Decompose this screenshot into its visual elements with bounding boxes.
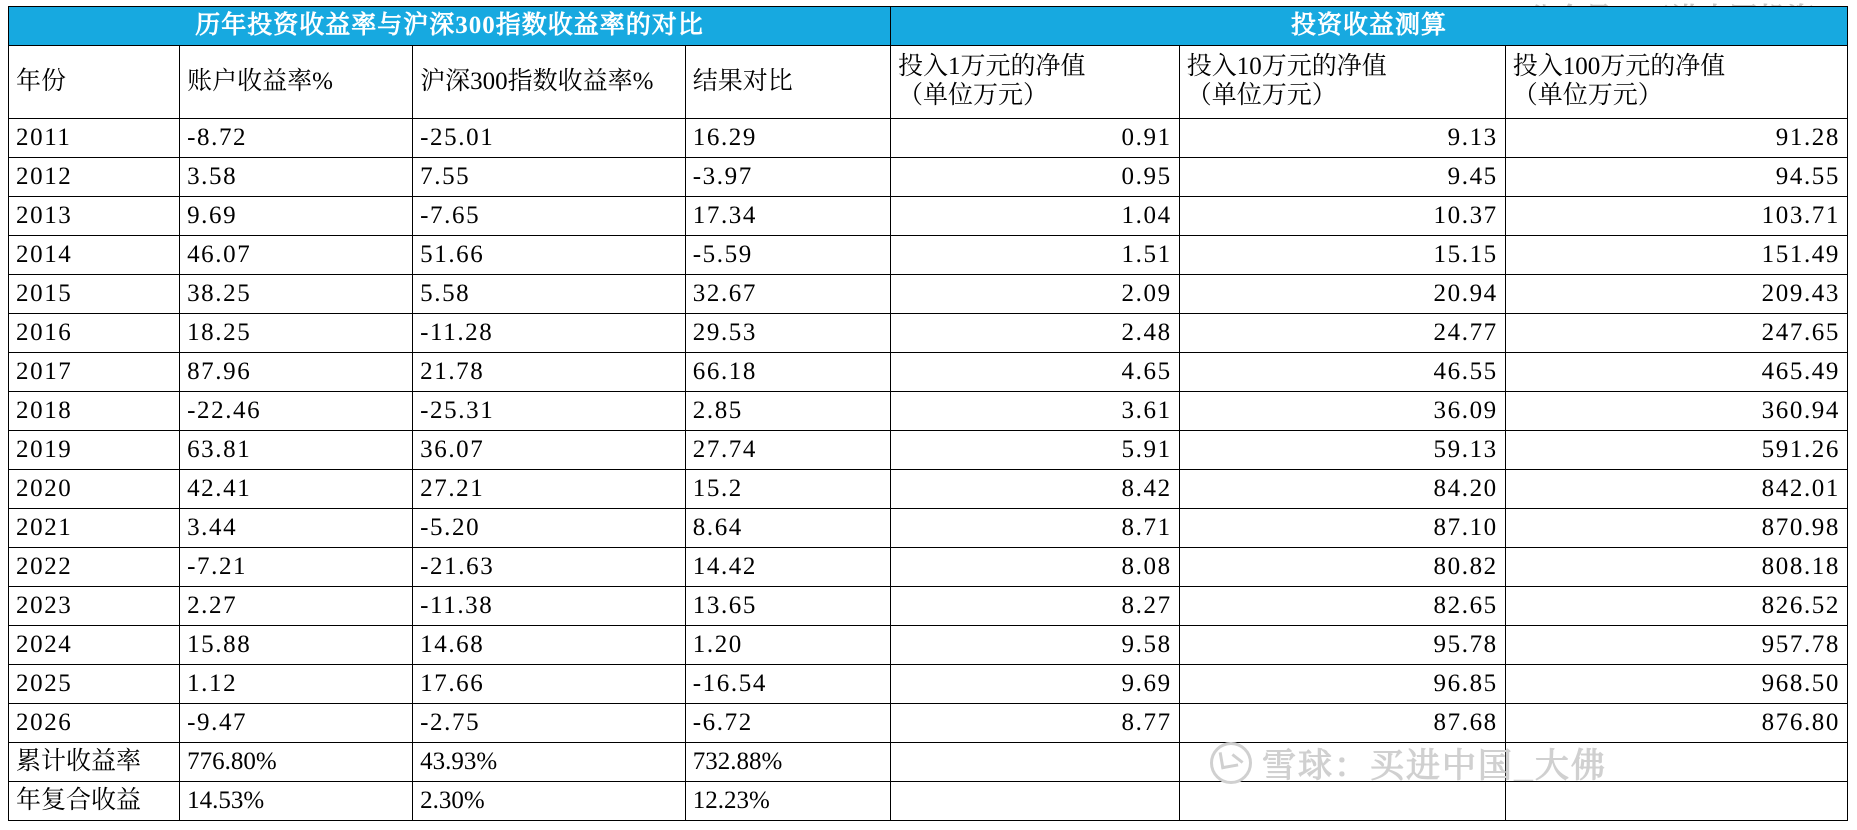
banner-row bbox=[9, 7, 1848, 46]
summary-diff: 732.88% bbox=[685, 743, 890, 782]
cell-year: 2021 bbox=[9, 509, 180, 548]
cell-year: 2017 bbox=[9, 353, 180, 392]
cell-net-1w: 2.48 bbox=[891, 314, 1180, 353]
cell-net-1w: 4.65 bbox=[891, 353, 1180, 392]
cell-hs300: -7.65 bbox=[413, 197, 686, 236]
cell-account: 18.25 bbox=[180, 314, 413, 353]
cell-hs300: 14.68 bbox=[413, 626, 686, 665]
header-account-return: 账户收益率% bbox=[180, 46, 413, 119]
empty-cell bbox=[1179, 782, 1505, 821]
header-net-1w-line2: （单位万元） bbox=[898, 82, 1049, 109]
cell-net-100w: 209.43 bbox=[1505, 275, 1847, 314]
summary-hs300: 43.93% bbox=[413, 743, 686, 782]
cell-hs300: 36.07 bbox=[413, 431, 686, 470]
summary-label: 年复合收益 bbox=[9, 782, 180, 821]
cell-net-10w: 96.85 bbox=[1179, 665, 1505, 704]
cell-net-100w: 842.01 bbox=[1505, 470, 1847, 509]
cell-account: 2.27 bbox=[180, 587, 413, 626]
cell-account: 15.88 bbox=[180, 626, 413, 665]
summary-row-annualized bbox=[9, 782, 1848, 821]
summary-account: 14.53% bbox=[180, 782, 413, 821]
cell-hs300: -11.28 bbox=[413, 314, 686, 353]
cell-net-10w: 87.68 bbox=[1179, 704, 1505, 743]
cell-hs300: 27.21 bbox=[413, 470, 686, 509]
cell-net-1w: 3.61 bbox=[891, 392, 1180, 431]
watermark-center bbox=[1210, 738, 1607, 787]
cell-net-10w: 15.15 bbox=[1179, 236, 1505, 275]
cell-account: 46.07 bbox=[180, 236, 413, 275]
banner-left: 历年投资收益率与沪深300指数收益率的对比 bbox=[9, 7, 891, 46]
cell-diff: 27.74 bbox=[685, 431, 890, 470]
table-row bbox=[9, 509, 1848, 548]
cell-hs300: 21.78 bbox=[413, 353, 686, 392]
cell-net-1w: 1.51 bbox=[891, 236, 1180, 275]
cell-hs300: -2.75 bbox=[413, 704, 686, 743]
cell-net-10w: 9.13 bbox=[1179, 119, 1505, 158]
cell-hs300: -5.20 bbox=[413, 509, 686, 548]
header-comparison: 结果对比 bbox=[685, 46, 890, 119]
cell-year: 2015 bbox=[9, 275, 180, 314]
header-net-10w-line1: 投入10万元的净值 bbox=[1186, 53, 1387, 81]
cell-diff: 14.42 bbox=[685, 548, 890, 587]
header-year: 年份 bbox=[9, 46, 180, 119]
cell-net-10w: 87.10 bbox=[1179, 509, 1505, 548]
cell-account: 63.81 bbox=[180, 431, 413, 470]
watermark-center-text: 雪球：买进中国_大佛 bbox=[1262, 747, 1607, 785]
cell-account: 42.41 bbox=[180, 470, 413, 509]
cell-diff: 8.64 bbox=[685, 509, 890, 548]
cell-net-1w: 9.69 bbox=[891, 665, 1180, 704]
summary-account: 776.80% bbox=[180, 743, 413, 782]
cell-net-10w: 9.45 bbox=[1179, 158, 1505, 197]
cell-account: 9.69 bbox=[180, 197, 413, 236]
cell-hs300: 51.66 bbox=[413, 236, 686, 275]
cell-net-1w: 8.42 bbox=[891, 470, 1180, 509]
cell-diff: 15.2 bbox=[685, 470, 890, 509]
cell-net-10w: 84.20 bbox=[1179, 470, 1505, 509]
cell-hs300: -25.31 bbox=[413, 392, 686, 431]
cell-diff: 29.53 bbox=[685, 314, 890, 353]
cell-net-100w: 247.65 bbox=[1505, 314, 1847, 353]
header-net-100w-line2: （单位万元） bbox=[1512, 82, 1663, 109]
cell-year: 2013 bbox=[9, 197, 180, 236]
cell-account: 3.58 bbox=[180, 158, 413, 197]
cell-diff: -16.54 bbox=[685, 665, 890, 704]
empty-cell bbox=[891, 782, 1180, 821]
cell-account: 87.96 bbox=[180, 353, 413, 392]
cell-year: 2024 bbox=[9, 626, 180, 665]
summary-diff: 12.23% bbox=[685, 782, 890, 821]
cell-net-100w: 360.94 bbox=[1505, 392, 1847, 431]
cell-account: 1.12 bbox=[180, 665, 413, 704]
cell-net-100w: 94.55 bbox=[1505, 158, 1847, 197]
xueqiu-logo-icon bbox=[1210, 742, 1252, 784]
cell-account: -7.21 bbox=[180, 548, 413, 587]
cell-year: 2011 bbox=[9, 119, 180, 158]
cell-account: -8.72 bbox=[180, 119, 413, 158]
table-row bbox=[9, 275, 1848, 314]
cell-diff: -5.59 bbox=[685, 236, 890, 275]
cell-year: 2018 bbox=[9, 392, 180, 431]
header-hs300-return: 沪深300指数收益率% bbox=[413, 46, 686, 119]
table-row bbox=[9, 158, 1848, 197]
table-row bbox=[9, 236, 1848, 275]
cell-year: 2025 bbox=[9, 665, 180, 704]
cell-net-1w: 5.91 bbox=[891, 431, 1180, 470]
cell-net-10w: 95.78 bbox=[1179, 626, 1505, 665]
cell-hs300: 5.58 bbox=[413, 275, 686, 314]
cell-account: 38.25 bbox=[180, 275, 413, 314]
table-row bbox=[9, 314, 1848, 353]
empty-cell bbox=[1505, 782, 1847, 821]
table-row bbox=[9, 119, 1848, 158]
cell-year: 2023 bbox=[9, 587, 180, 626]
cell-year: 2012 bbox=[9, 158, 180, 197]
table-row bbox=[9, 197, 1848, 236]
cell-net-1w: 0.91 bbox=[891, 119, 1180, 158]
cell-diff: 66.18 bbox=[685, 353, 890, 392]
cell-diff: 1.20 bbox=[685, 626, 890, 665]
summary-label: 累计收益率 bbox=[9, 743, 180, 782]
cell-net-100w: 876.80 bbox=[1505, 704, 1847, 743]
table-row bbox=[9, 470, 1848, 509]
cell-account: -22.46 bbox=[180, 392, 413, 431]
header-row bbox=[9, 46, 1848, 119]
cell-diff: -3.97 bbox=[685, 158, 890, 197]
cell-account: -9.47 bbox=[180, 704, 413, 743]
cell-account: 3.44 bbox=[180, 509, 413, 548]
cell-net-10w: 10.37 bbox=[1179, 197, 1505, 236]
table-row bbox=[9, 587, 1848, 626]
cell-hs300: -11.38 bbox=[413, 587, 686, 626]
cell-hs300: -21.63 bbox=[413, 548, 686, 587]
table-row bbox=[9, 548, 1848, 587]
empty-cell bbox=[891, 743, 1180, 782]
cell-diff: 2.85 bbox=[685, 392, 890, 431]
cell-diff: 32.67 bbox=[685, 275, 890, 314]
cell-diff: 17.34 bbox=[685, 197, 890, 236]
cell-net-100w: 957.78 bbox=[1505, 626, 1847, 665]
cell-net-100w: 103.71 bbox=[1505, 197, 1847, 236]
header-net-100w bbox=[1505, 46, 1847, 119]
cell-hs300: 7.55 bbox=[413, 158, 686, 197]
cell-net-1w: 2.09 bbox=[891, 275, 1180, 314]
cell-diff: 13.65 bbox=[685, 587, 890, 626]
cell-diff: -6.72 bbox=[685, 704, 890, 743]
cell-net-100w: 591.26 bbox=[1505, 431, 1847, 470]
table-row bbox=[9, 392, 1848, 431]
cell-year: 2016 bbox=[9, 314, 180, 353]
table-row bbox=[9, 704, 1848, 743]
cell-net-10w: 80.82 bbox=[1179, 548, 1505, 587]
spreadsheet-area bbox=[8, 6, 1848, 821]
cell-net-1w: 9.58 bbox=[891, 626, 1180, 665]
cell-net-1w: 8.08 bbox=[891, 548, 1180, 587]
cell-year: 2022 bbox=[9, 548, 180, 587]
banner-right: 投资收益测算 bbox=[891, 7, 1848, 46]
table-row bbox=[9, 431, 1848, 470]
cell-net-100w: 870.98 bbox=[1505, 509, 1847, 548]
cell-year: 2019 bbox=[9, 431, 180, 470]
header-net-10w bbox=[1179, 46, 1505, 119]
cell-net-10w: 36.09 bbox=[1179, 392, 1505, 431]
cell-net-1w: 0.95 bbox=[891, 158, 1180, 197]
cell-net-10w: 59.13 bbox=[1179, 431, 1505, 470]
cell-net-1w: 1.04 bbox=[891, 197, 1180, 236]
cell-net-100w: 968.50 bbox=[1505, 665, 1847, 704]
cell-net-100w: 151.49 bbox=[1505, 236, 1847, 275]
cell-diff: 16.29 bbox=[685, 119, 890, 158]
header-net-1w-line1: 投入1万元的净值 bbox=[898, 53, 1086, 81]
returns-table bbox=[8, 6, 1848, 821]
table-row bbox=[9, 665, 1848, 704]
table-row bbox=[9, 626, 1848, 665]
cell-net-1w: 8.27 bbox=[891, 587, 1180, 626]
cell-net-10w: 24.77 bbox=[1179, 314, 1505, 353]
cell-net-10w: 20.94 bbox=[1179, 275, 1505, 314]
header-net-100w-line1: 投入100万元的净值 bbox=[1512, 53, 1726, 81]
cell-net-100w: 465.49 bbox=[1505, 353, 1847, 392]
cell-year: 2026 bbox=[9, 704, 180, 743]
cell-hs300: 17.66 bbox=[413, 665, 686, 704]
cell-net-100w: 826.52 bbox=[1505, 587, 1847, 626]
cell-net-1w: 8.71 bbox=[891, 509, 1180, 548]
header-net-10w-line2: （单位万元） bbox=[1186, 82, 1337, 109]
summary-hs300: 2.30% bbox=[413, 782, 686, 821]
cell-year: 2014 bbox=[9, 236, 180, 275]
cell-net-100w: 808.18 bbox=[1505, 548, 1847, 587]
cell-net-1w: 8.77 bbox=[891, 704, 1180, 743]
cell-hs300: -25.01 bbox=[413, 119, 686, 158]
cell-net-10w: 82.65 bbox=[1179, 587, 1505, 626]
table-row bbox=[9, 353, 1848, 392]
cell-year: 2020 bbox=[9, 470, 180, 509]
cell-net-100w: 91.28 bbox=[1505, 119, 1847, 158]
header-net-1w bbox=[891, 46, 1180, 119]
cell-net-10w: 46.55 bbox=[1179, 353, 1505, 392]
